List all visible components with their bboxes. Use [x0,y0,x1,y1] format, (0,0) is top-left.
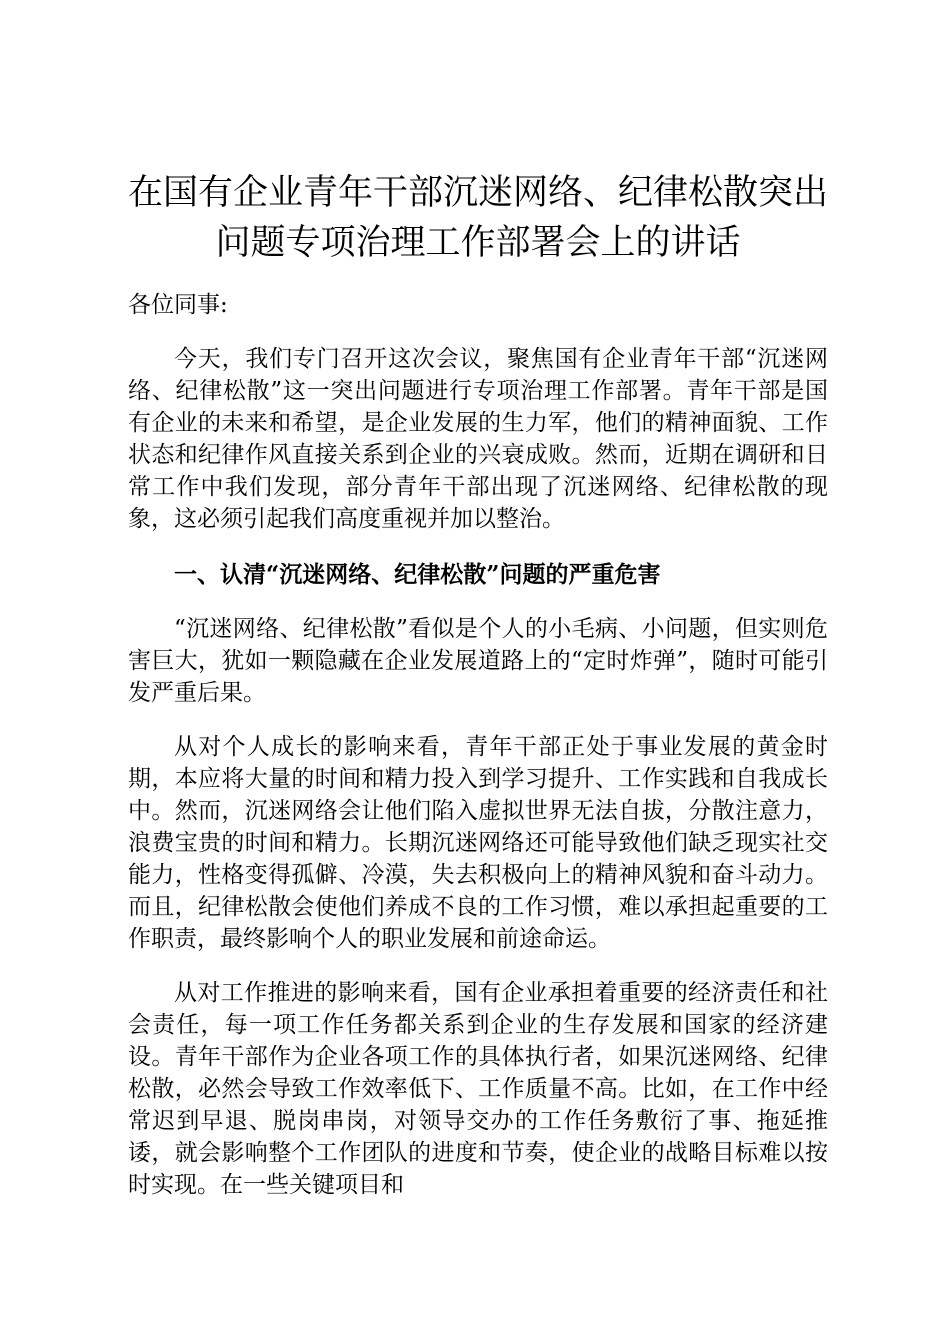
section-heading-1: 一、认清“沉迷网络、纪律松散”问题的严重危害 [174,561,661,588]
section1-paragraph-2: 从对个人成长的影响来看，青年干部正处于事业发展的黄金时期，本应将大量的时间和精力投入到学习提升、工作实践和自我成长中。然而，沉迷网络会让他们陷入虚拟世界无法自拔，分散注意力，浪费宝贵的时间和精力。长期沉迷网络还可能导致他们缺乏现实社交能力，性格变得孤僻、冷漠，失去积极向上的精神风貌和奋斗动力。而且，纪律松散会使他们养成不良的工作习惯，难以承担起重要的工作职责，最终影响个人的职业发展和前途命运。 [128,734,828,952]
document-title [128,168,828,268]
salutation: 各位同事: [128,292,228,318]
section1-paragraph-3: 从对工作推进的影响来看，国有企业承担着重要的经济责任和社会责任，每一项工作任务都关系到企业的生存发展和国家的经济建设。青年干部作为企业各项工作的具体执行者，如果沉迷网络、纪律松散，必然会导致工作效率低下、工作质量不高。比如，在工作中经常迟到早退、脱岗串岗，对领导交办的工作任务敷衍了事、拖延推诿，就会影响整个工作团队的进度和节奏，使企业的战略目标难以按时实现。在一些关键项目和 [128,980,828,1198]
title-line-1: 在国有企业青年干部沉迷网络、纪律松散突出 [128,173,829,213]
section1-paragraph-1: “沉迷网络、纪律松散”看似是个人的小毛病、小问题，但实则危害巨大，犹如一颗隐藏在企业发展道路上的“定时炸弹”，随时可能引发严重后果。 [128,616,828,706]
title-line-2: 问题专项治理工作部署会上的讲话 [215,223,741,263]
intro-paragraph: 今天，我们专门召开这次会议，聚焦国有企业青年干部“沉迷网络、纪律松散”这一突出问题进行专项治理工作部署。青年干部是国有企业的未来和希望，是企业发展的生力军，他们的精神面貌、工作状态和纪律作风直接关系到企业的兴衰成败。然而，近期在调研和日常工作中我们发现，部分青年干部出现了沉迷网络、纪律松散的现象，这必须引起我们高度重视并加以整治。 [128,346,828,532]
document-page [128,168,828,1201]
